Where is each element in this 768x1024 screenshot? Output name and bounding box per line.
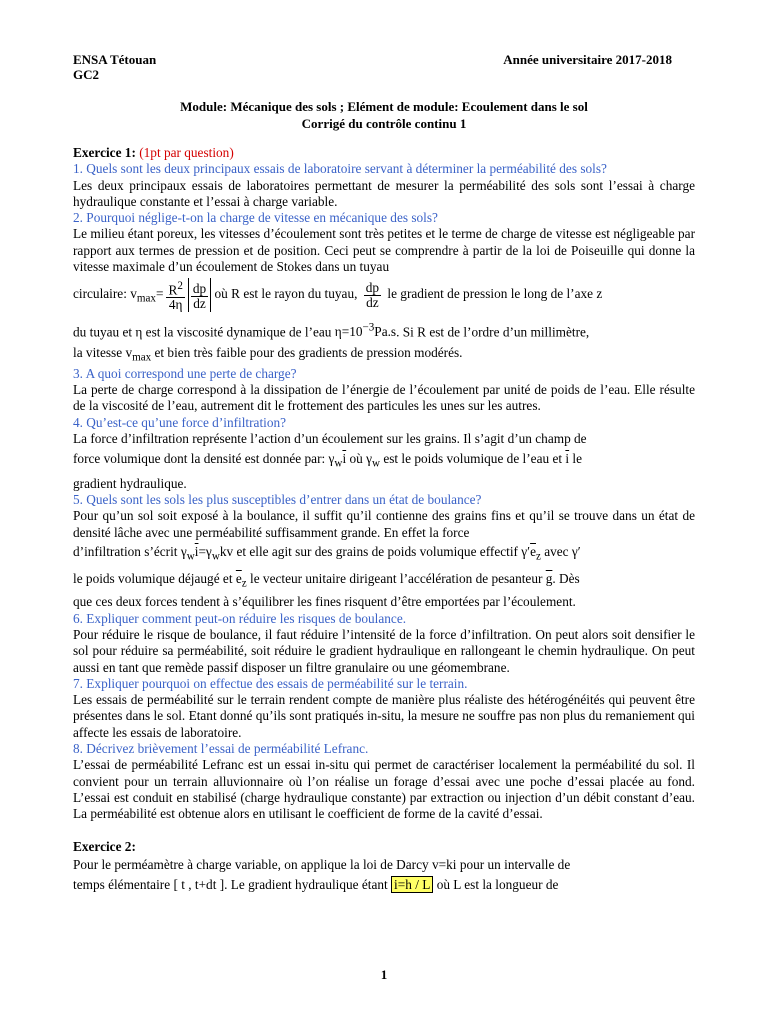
question-5: 5. Quels sont les sols les plus susceptibles d’entrer dans un état de boulance?: [73, 492, 482, 508]
answer-2-part-d: la vitesse $v_{max}$ et bien très faible pour des gradients de pression modérés.: [73, 344, 463, 364]
exercise-1-points: (1pt par question): [139, 145, 234, 160]
question-2: 2. Pourquoi néglige-t-on la charge de vitesse en mécanique des sols?: [73, 210, 438, 226]
exercise-1-title: Exercice 1:: [73, 145, 136, 160]
answer-2-part-a: Le milieu étant poreux, les vitesses d’écoulement sont très petites et le terme de charge de vitesse est négligeable par rapport aux termes de pression et de position. Ceci peut se comprendre à partir de la loi de Poiseuille qui donne la vitesse maximale d’un écoulement de Stokes dans un tuyau: [73, 226, 695, 275]
highlighted-gradient: i=h / L: [391, 876, 433, 893]
answer-4-part-b: force volumique dont la densité est donnée par: $\gamma_w\overline{i}$ où $\gamma_w$ est le poids volumique de l’eau et $\overline{i}$ le: [73, 451, 583, 470]
answer-4-part-a: La force d’infiltration représente l’action d’un écoulement sur les grains. Il s’agit d’un champ de: [73, 430, 587, 446]
document-subtitle: Corrigé du contrôle continu 1: [301, 116, 467, 131]
answer-5-part-d: que ces deux forces tendent à s’équilibrer les fines risquent d’être emportées par l’écoulement.: [73, 594, 576, 610]
exercise-2-line-2: temps élémentaire [ t , t+dt ]. Le gradient hydraulique étant i=h / L où L est la longueur de: [73, 876, 559, 892]
answer-6: Pour réduire le risque de boulance, il faut réduire l’intensité de la force d’infiltration. On peut alors soit densifier le sol pour réduire sa perméabilité, soit réduire le gradient hydraulique en rallongeant le chemin hydraulique. On peut aussi en tant que remède passif disposer un filtre granulaire ou une géomembrane.: [73, 626, 695, 675]
answer-3: La perte de charge correspond à la dissipation de l’énergie de l’écoulement par unité de poids de l’eau. Elle résulte de la viscosité de l’eau, autrement dit le frottement des particules les unes sur les autres.: [73, 382, 695, 414]
exercise-2-line-1: Pour le perméamètre à charge variable, on applique la loi de Darcy v=ki pour un intervalle de: [73, 856, 571, 872]
question-8: 8. Décrivez brièvement l’essai de perméabilité Lefranc.: [73, 741, 369, 757]
answer-5-part-a: Pour qu’un sol soit exposé à la boulance, il suffit qu’il contienne des grains fins et qu’il se trouve dans un état de densité lâche avec une perméabilité suffisamment grande. En effet la force: [73, 508, 695, 540]
exercise-2-title: Exercice 2:: [73, 838, 136, 854]
class-name: GC2: [73, 67, 99, 82]
answer-2-formula-line: circulaire: $v_{max}=$ $\frac{R^2}{4\eta}$ $\frac{dp}{dz}$ où R est le rayon du tuyau, $\frac{dp}{dz}$ le gradient de pression le long de l’axe z: [73, 279, 603, 313]
school-name: ENSA Tétouan: [73, 52, 157, 67]
question-4: 4. Qu’est-ce qu’une force d’infiltration?: [73, 414, 287, 430]
question-3: 3. A quoi correspond une perte de charge?: [73, 365, 297, 381]
module-title: Module: Mécanique des sols ; Elément de module: Ecoulement dans le sol: [180, 99, 588, 114]
answer-5-part-c: le poids volumique déjaugé et $\overline{e}_z$ le vecteur unitaire dirigeant l’accélération de pesanteur $\overline{g}$. Dès: [73, 570, 580, 590]
question-1: 1. Quels sont les deux principaux essais de laboratoire servant à déterminer la perméabilité des sols?: [73, 161, 607, 177]
answer-5-part-b: d’infiltration s’écrit $\gamma_w\overline{i}=\gamma_wkv$ et elle agit sur des grains de poids volumique effectif $\gamma'\overline{e}_z$ avec γ′: [73, 544, 581, 563]
answer-8: L’essai de perméabilité Lefranc est un essai in-situ qui permet de caractériser localement la perméabilité du sol. Il convient pour un terrain alluvionnaire où l’on réalise un forage d’essai avec une poche d’essai placée au fond. L’essai est conduit en stabilisé (charge hydraulique constante) par extraction ou injection d’un débit constant d’eau. La perméabilité est obtenue alors en utilisant le coefficient de forme de la cavité d’essai.: [73, 757, 695, 822]
fraction-dp-dz: $\frac{dp}{dz}$: [365, 279, 380, 310]
exercise-1: [73, 145, 695, 895]
question-7: 7. Expliquer pourquoi on effectue des essais de perméabilité sur le terrain.: [73, 675, 468, 691]
answer-1: Les deux principaux essais de laboratoires permettant de mesurer la perméabilité des sols sont l’essai à charge hydraulique constante et l’essai à charge variable.: [73, 177, 695, 209]
academic-year: Année universitaire 2017-2018: [503, 52, 672, 67]
answer-4-part-c: gradient hydraulique.: [73, 475, 187, 491]
answer-2-part-c: du tuyau et η est la viscosité dynamique de l’eau $\eta=10^{-3}Pa.s$. Si R est de l’ordre d’un millimètre,: [73, 322, 590, 340]
question-6: 6. Expliquer comment peut-on réduire les risques de boulance.: [73, 610, 407, 626]
fraction-r2-4eta: $\frac{R^2}{4\eta}$: [168, 279, 183, 313]
answer-7: Les essais de perméabilité sur le terrain rendent compte de manière plus réaliste des hétérogénéités qui peuvent être présentes dans le sol. Etant donné qu’ils sont pratiqués in-situ, la mesure ne souffre pas non plus du remaniement qui affecte les essais de laboratoire.: [73, 692, 695, 740]
page-number: 1: [380, 967, 388, 982]
